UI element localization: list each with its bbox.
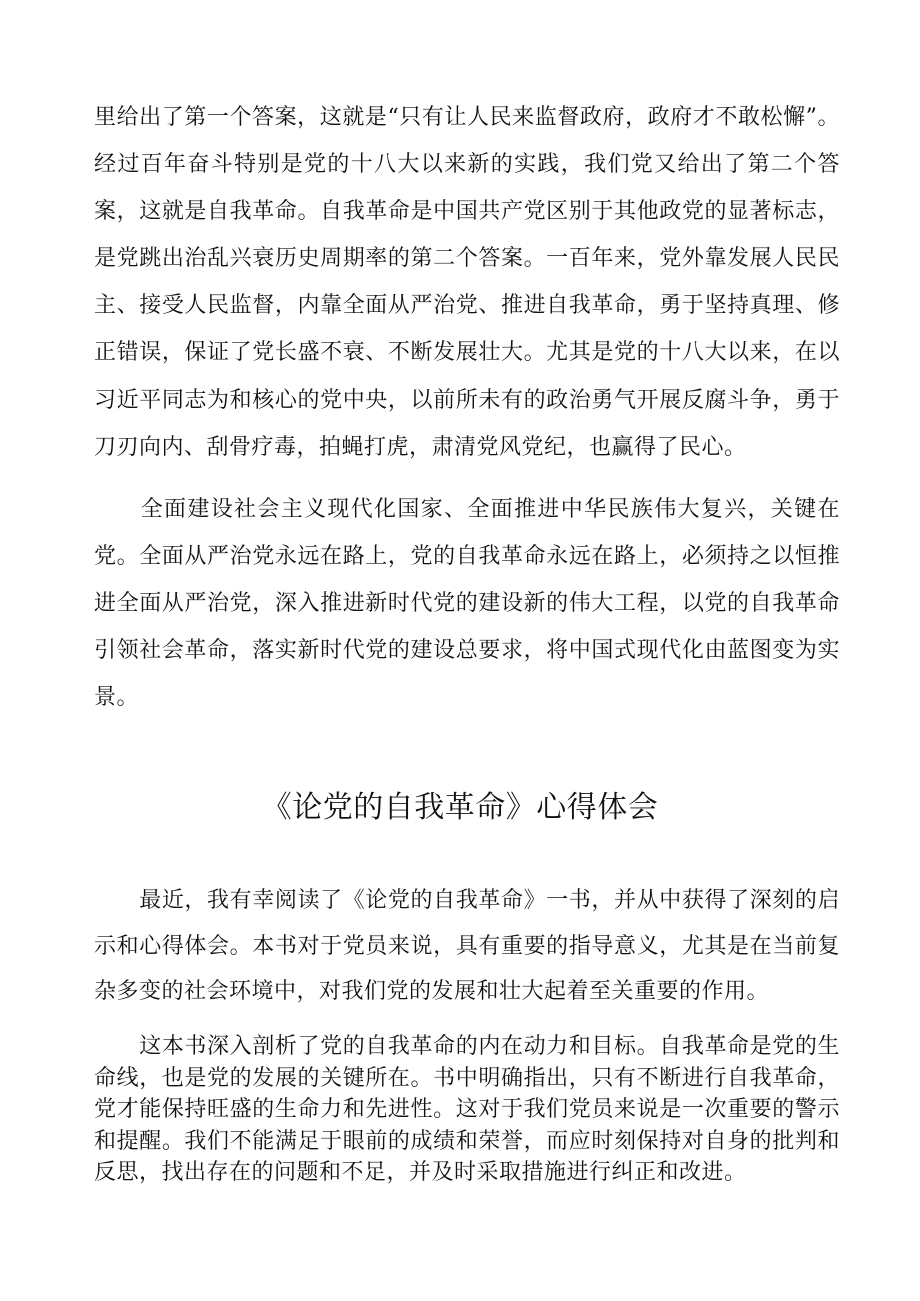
paragraph-body: 这本书深入剖析了党的自我革命的内在动力和目标。自我革命是党的生命线，也是党的发展的关键所在。书中明确指出，只有不断进行自我革命，党才能保持旺盛的生命力和先进性。这对于我们党员来说是一次重要的警示和提醒。我们不能满足于眼前的成绩和荣誉，而应时刻保持对自身的批判和反思，找出存在的问题和不足，并及时采取措施进行纠正和改进。: [94, 1034, 840, 1186]
section-title: 《论党的自我革命》心得体会: [261, 790, 659, 825]
paragraph-conclusion: 全面建设社会主义现代化国家、全面推进中华民族伟大复兴，关键在党。全面从严治党永远在路上，党的自我革命永远在路上，必须持之以恒推进全面从严治党，深入推进新时代党的建设新的伟大工程，以党的自我革命引领社会革命，落实新时代党的建设总要求，将中国式现代化由蓝图变为实景。: [94, 497, 840, 711]
paragraph-continued: 里给出了第一个答案，这就是“只有让人民来监督政府，政府才不敢松懈”。经过百年奋斗特别是党的十八大以来新的实践，我们党又给出了第二个答案，这就是自我革命。自我革命是中国共产党区别于其他政党的显著标志，是党跳出治乱兴衰历史周期率的第二个答案。一百年来，党外靠发展人民民主、接受人民监督，内靠全面从严治党、推进自我革命，勇于坚持真理、修正错误，保证了党长盛不衰、不断发展壮大。尤其是党的十八大以来，在以习近平同志为和核心的党中央，以前所未有的政治勇气开展反腐斗争，勇于刀刃向内、刮骨疗毒，拍蝇打虎，肃清党风党纪，也赢得了民心。: [94, 105, 840, 460]
paragraph-intro: 最近，我有幸阅读了《论党的自我革命》一书，并从中获得了深刻的启示和心得体会。本书对于党员来说，具有重要的指导意义，尤其是在当前复杂多变的社会环境中，对我们党的发展和壮大起着至关重要的作用。: [94, 888, 840, 1004]
